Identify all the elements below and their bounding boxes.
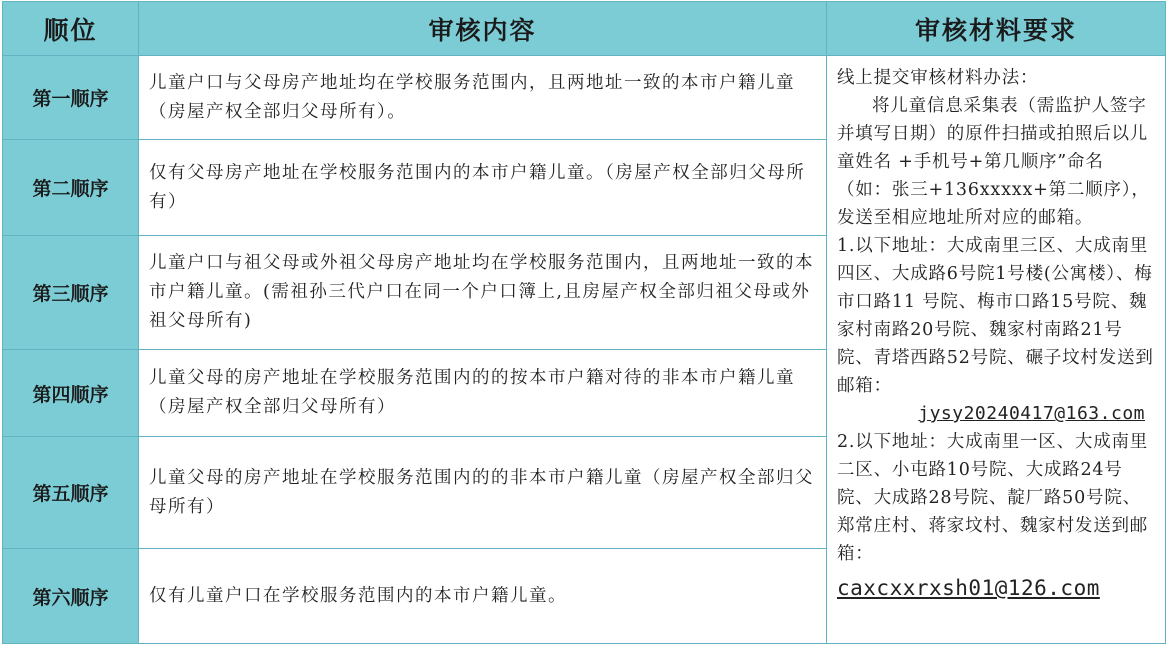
requirements-cell: [827, 56, 1166, 644]
email-address-2[interactable]: caxcxxrxsh01@126.com: [837, 576, 1100, 600]
content-cell: 儿童户口与祖父母或外祖父母房产地址均在学校服务范围内，且两地址一致的本市户籍儿童。(需祖孙三代户口在同一个户口簿上,且房屋产权全部归祖父母或外祖父母所有): [139, 236, 827, 350]
content-cell: 儿童户口与父母房产地址均在学校服务范围内，且两地址一致的本市户籍儿童（房屋产权全部归父母所有）。: [139, 56, 827, 140]
requirements-intro: 线上提交审核材料办法：: [837, 68, 1039, 88]
enrollment-priority-table: [2, 1, 1166, 644]
header-content: 审核内容: [139, 2, 827, 56]
content-cell: 儿童父母的房产地址在学校服务范围内的的按本市户籍对待的非本市户籍儿童（房屋产权全部归父母所有）: [139, 350, 827, 437]
requirements-instruction: 将儿童信息采集表（需监护人签字并填写日期）的原件扫描或拍照后以儿童姓名 +手机号+第几顺序”命名（如：张三+136xxxxx+第二顺序），发送至相应地址所对应的邮箱。: [837, 96, 1150, 228]
content-cell: 儿童父母的房产地址在学校服务范围内的的非本市户籍儿童（房屋产权全部归父母所有）: [139, 437, 827, 549]
header-requirements: 审核材料要求: [827, 2, 1166, 56]
rank-cell: 第四顺序: [3, 350, 139, 437]
address-group-1: 1.以下地址：大成南里三区、大成南里四区、大成路6号院1号楼(公寓楼）、梅市口路11 号院、梅市口路15号院、魏家村南路20号院、魏家村南路21号院、青塔西路52号院、碾子坟村发送到邮箱：: [837, 236, 1154, 396]
content-cell: 仅有儿童户口在学校服务范围内的本市户籍儿童。: [139, 549, 827, 644]
rank-cell: 第五顺序: [3, 437, 139, 549]
rank-cell: 第六顺序: [3, 549, 139, 644]
header-rank: 顺位: [3, 2, 139, 56]
table-header-row: [3, 2, 1166, 56]
table-row: [3, 56, 1166, 140]
rank-cell: 第二顺序: [3, 140, 139, 236]
content-cell: 仅有父母房产地址在学校服务范围内的本市户籍儿童。（房屋产权全部归父母所有）: [139, 140, 827, 236]
rank-cell: 第三顺序: [3, 236, 139, 350]
address-group-2: 2.以下地址：大成南里一区、大成南里二区、小屯路10号院、大成路24号院、大成路28号院、靛厂路50号院、郑常庄村、蒋家坟村、魏家村发送到邮箱：: [837, 432, 1149, 564]
rank-cell: 第一顺序: [3, 56, 139, 140]
email-address-1[interactable]: jysy20240417@163.com: [918, 403, 1145, 424]
